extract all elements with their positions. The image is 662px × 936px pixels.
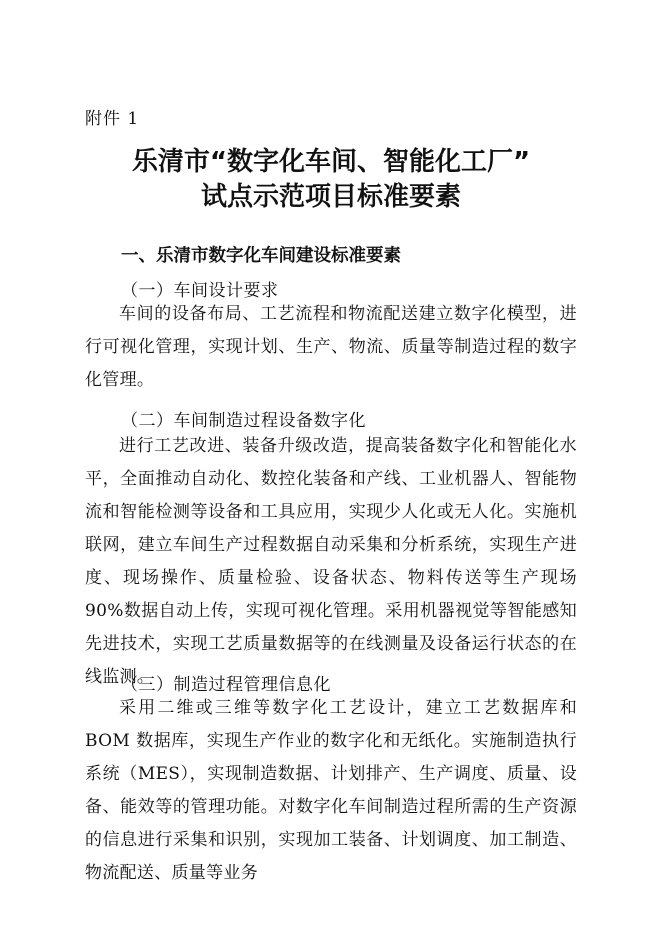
document-title-line1: 乐清市“数字化车间、智能化工厂” bbox=[131, 147, 531, 177]
paragraph-3: 采用二维或三维等数字化工艺设计，建立工艺数据库和 BOM 数据库，实现生产作业的数字化和无纸化。实施制造执行系统（MES），实现制造数据、计划排产、生产调度、质量、设备、能效等的管理功能。对数字化车间制造过程所需的生产资源的信息进行采集和识别，实现加工装备、计划调度、加工制造、物流配送、质量等业务 bbox=[85, 698, 577, 883]
paragraph-1: 车间的设备布局、工艺流程和物流配送建立数字化模型，进行可视化管理，实现计划、生产、物流、质量等制造过程的数字化管理。 bbox=[85, 304, 577, 390]
document-title-line2: 试点示范项目标准要素 bbox=[200, 182, 461, 212]
subsection-heading-1: （一）车间设计要求 bbox=[121, 281, 279, 301]
subsection-heading-2: （二）车间制造过程设备数字化 bbox=[121, 411, 366, 431]
annex-label: 附件 1 bbox=[85, 109, 140, 129]
section-heading-1: 一、乐清市数字化车间建设标准要素 bbox=[121, 246, 401, 266]
paragraph-2: 进行工艺改进、装备升级改造，提高装备数字化和智能化水平，全面推动自动化、数控化装备和产线、工业机器人、智能物流和智能检测等设备和工具应用，实现少人化或无人化。实施机联网，建立车间生产过程数据自动采集和分析系统，实现生产进度、现场操作、质量检验、设备状态、物料传送等生产现场 90%数据自动上传，实现可视化管理。采用机器视觉等智能感知先进技术，实现工艺质量数据等的在线测量及设备运行状态的在线监测。 bbox=[85, 436, 577, 687]
subsection-heading-3: （三）制造过程管理信息化 bbox=[121, 675, 331, 695]
